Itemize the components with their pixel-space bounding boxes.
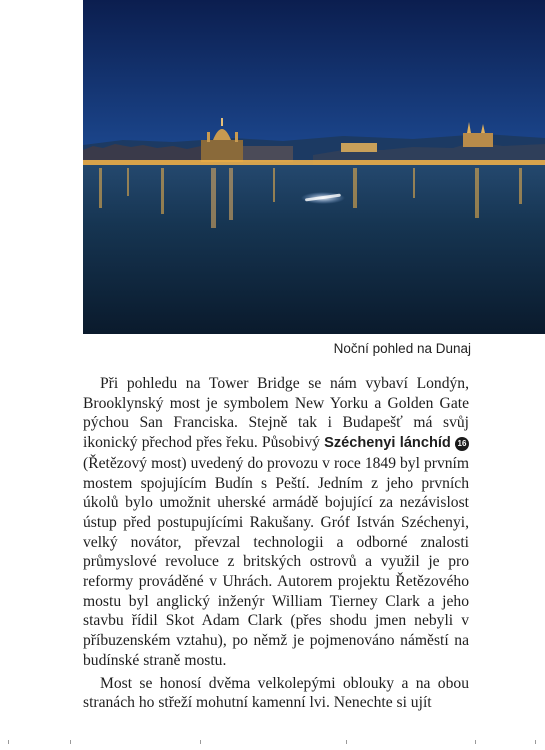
paragraph-2: Most se honosí dvěma velkolepými oblouky a na obou stranách ho střeží mohutní kamenní lvi. Nenechte si ujít xyxy=(83,674,469,712)
body-text xyxy=(83,374,469,713)
photo-caption: Noční pohled na Dunaj xyxy=(333,341,471,356)
budapest-danube-night-photo xyxy=(83,0,545,334)
paragraph-1 xyxy=(83,374,469,671)
paragraph-1-intro: Při pohledu na Tower Bridge se nám vybaví Londýn, Brooklynský most je symbolem New Yorku a Golden Gate pýchou San Franciska. Stejně tak i Budapešť má svůj ikonický přechod přes řeku. Působivý xyxy=(83,375,469,452)
crop-marks xyxy=(0,740,545,746)
paragraph-1-rest: (Řetězový most) uvedený do provozu v roce 1849 byl prvním mostem spojujícím Budín s Peští. Jedním z jeho prvních úkolů bylo umožnit uherské armádě bojující za nezávislost ústup před postupujícími Rakušany. Gróf István Széchenyi, velký novátor, převzal technologii a odborné znalosti průmyslové revoluce z britských ostrovů a využil je pro reformy prováděné v Uhrách. Autorem projektu Řetězového mostu byl anglický inženýr William Tierney Clark a jeho stavbu řídil Skot Adam Clark (přes shodu jmen nebyli v příbuzenském vztahu), po němž je pojmenováno náměstí na budínské straně mostu. xyxy=(83,454,469,669)
map-marker-badge: 16 xyxy=(455,437,469,451)
bridge-name: Széchenyi lánchíd xyxy=(324,435,451,452)
